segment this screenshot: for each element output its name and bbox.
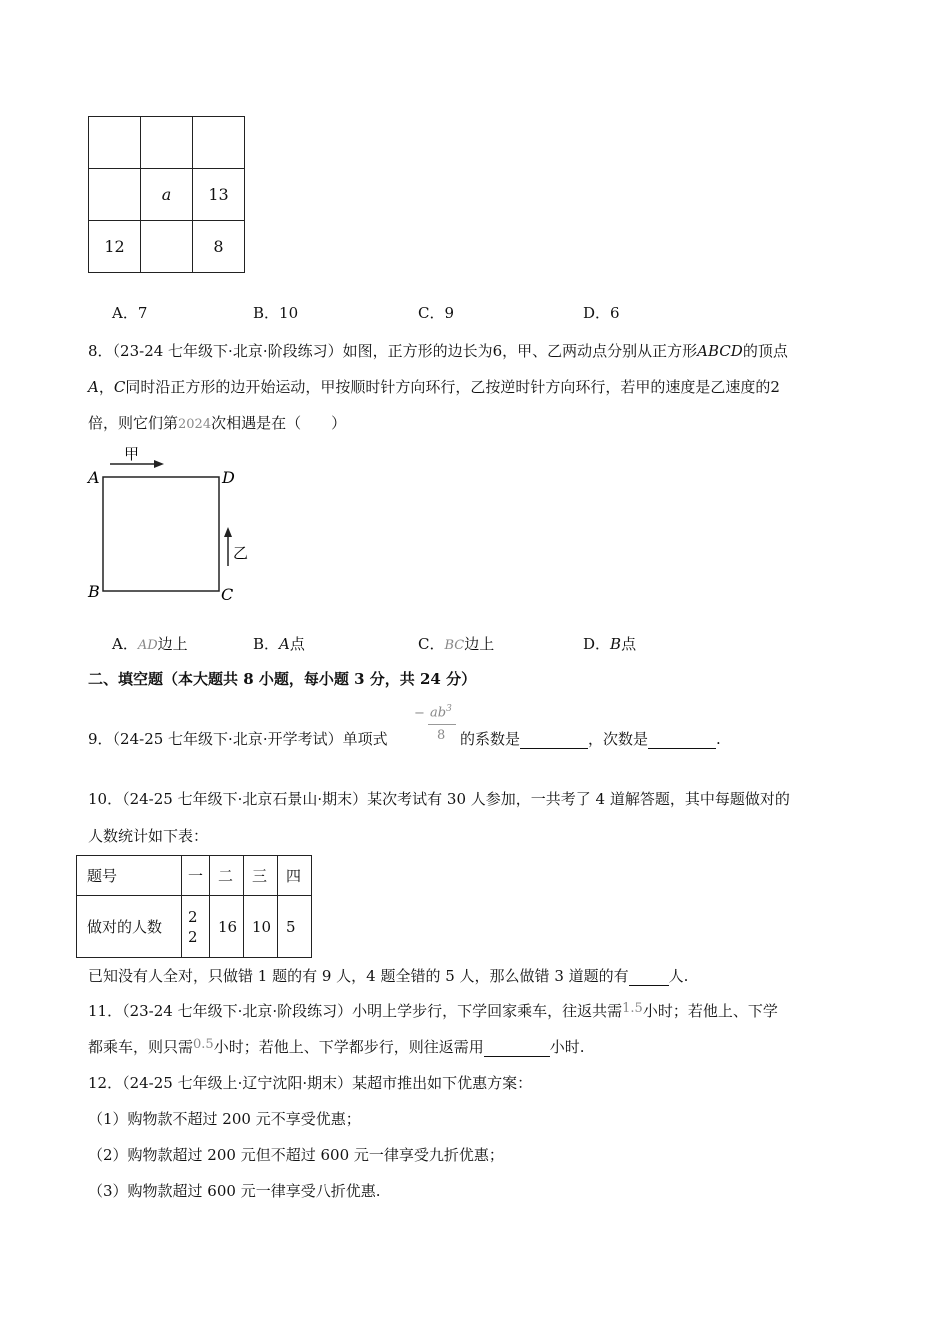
label-a: A: [88, 468, 100, 487]
q8-text: 次相遇是在（ ）: [211, 414, 347, 432]
option-letter: A．: [112, 304, 138, 322]
option-letter: D．: [583, 635, 611, 653]
q8-speed-ratio: 2: [770, 378, 780, 396]
q8-text: ，: [98, 378, 114, 396]
q10-line-2: 人数统计如下表：: [88, 827, 209, 845]
jia-arrowhead: [154, 460, 164, 468]
q10-line-3: [88, 965, 688, 986]
grid-cell: [89, 169, 141, 221]
option-text: 9: [444, 304, 455, 322]
q8-option-c[interactable]: [418, 633, 494, 654]
option-math: A: [279, 635, 290, 653]
q7-option-a[interactable]: [112, 302, 147, 323]
q11-text: （23-24 七年级下·北京·阶段练习）小明上学步行，下学回家乘车，往返共需: [122, 1002, 623, 1020]
q11-answer-blank[interactable]: [484, 1056, 550, 1057]
section-heading: 二、填空题（本大题共 8 小题，每小题 3 分，共 24 分）: [88, 670, 477, 688]
grid-cell: [89, 117, 141, 169]
question-number: 10．: [88, 790, 123, 808]
grid-row: [89, 117, 245, 169]
table-header-cell: 题号: [77, 856, 182, 896]
grid-cell: [141, 221, 193, 273]
q8-text: （23-24 七年级下·北京·阶段练习）如图，正方形的边长为: [112, 342, 493, 360]
q11-text: 小时；若他上、下学: [642, 1002, 778, 1020]
q8-text: 同时沿正方形的边开始运动，甲按顺时针方向环行，乙按逆时针方向环行，若甲的速度是乙速度的: [125, 378, 771, 396]
fraction-sign: −: [414, 706, 425, 721]
q10-text: 已知没有人全对，只做错 1 题的有 9 人，4 题全错的 5 人，那么做错 3 道题的有: [88, 967, 629, 985]
q9-answer-blank-1[interactable]: [520, 748, 588, 749]
q10-line-1: [88, 788, 790, 809]
table-header-cell: 四: [278, 856, 312, 896]
fraction-denominator: 8: [437, 728, 446, 743]
q10-answer-blank[interactable]: [629, 985, 669, 986]
table-row: [77, 896, 312, 958]
q8-side: 6: [492, 342, 503, 360]
q8-text: 倍，则它们第: [88, 414, 179, 432]
q7-option-d[interactable]: [583, 302, 620, 323]
label-jia: 甲: [124, 445, 140, 463]
q11-time-1: 1.5: [622, 1001, 643, 1016]
q12-text: （24-25 七年级上·辽宁沈阳·期末）某超市推出如下优惠方案：: [122, 1074, 533, 1092]
square-abcd: [103, 477, 219, 591]
option-letter: C．: [418, 304, 445, 322]
q7-option-b[interactable]: [253, 302, 298, 323]
label-yi: 乙: [233, 544, 249, 562]
table-row-label: 做对的人数: [77, 896, 182, 958]
numerator-exponent: 3: [446, 704, 452, 714]
q9-answer-blank-2[interactable]: [648, 748, 716, 749]
q7-option-c[interactable]: [418, 302, 454, 323]
grid-cell: 13: [193, 169, 245, 221]
grid-row: [89, 169, 245, 221]
q10-text: （24-25 七年级下·北京石景山·期末）某次考试有 30 人参加，一共考了 4 道解答题，其中每题做对的: [122, 790, 790, 808]
square-motion-figure: [80, 440, 270, 610]
option-math: BC: [444, 638, 465, 653]
numerator-base: ab: [430, 705, 447, 721]
q11-text: 都乘车，则只需: [88, 1038, 194, 1056]
q8-line-2: [88, 376, 780, 397]
grid-cell: [193, 117, 245, 169]
q9-text: （24-25 七年级下·北京·开学考试）单项式: [112, 730, 388, 748]
q11-text: 小时；若他上、下学都步行，则往返需用: [213, 1038, 484, 1056]
table-header-cell: 三: [244, 856, 278, 896]
grid-cell: a: [141, 169, 193, 221]
q12-item: （2）购物款超过 200 元但不超过 600 元一律享受九折优惠；: [88, 1146, 504, 1164]
question-number: 9．: [88, 730, 113, 748]
label-b: B: [88, 582, 100, 601]
option-math: B: [610, 635, 622, 653]
option-text: 6: [610, 304, 620, 322]
grid-cell: 12: [89, 221, 141, 273]
q12-item: （1）购物款不超过 200 元不享受优惠；: [88, 1110, 361, 1128]
q8-line-3: [88, 412, 346, 433]
fraction-bar: [428, 724, 456, 725]
q9-text: 的系数是: [460, 730, 521, 748]
option-text: 点: [289, 635, 305, 653]
option-letter: B．: [253, 635, 280, 653]
q9-line-tail: [460, 728, 721, 749]
option-text: 点: [621, 635, 637, 653]
q8-text: ，甲、乙两动点分别从正方形: [502, 342, 698, 360]
option-text: 边上: [464, 635, 495, 653]
option-text: 边上: [157, 635, 188, 653]
q9-line: [88, 728, 388, 749]
option-letter: B．: [253, 304, 280, 322]
option-math: AD: [137, 638, 158, 653]
question-number: 12．: [88, 1074, 123, 1092]
q9-text: .: [716, 730, 721, 748]
option-letter: C．: [418, 635, 445, 653]
q8-point-c: C: [113, 378, 126, 396]
option-letter: D．: [583, 304, 611, 322]
fraction-numerator: [430, 704, 452, 720]
table-cell: 2 2: [182, 896, 210, 958]
yi-arrowhead: [224, 527, 232, 537]
magic-square-grid: [88, 116, 245, 273]
option-letter: A．: [112, 635, 138, 653]
q11-line-2: [88, 1036, 585, 1057]
q8-option-a[interactable]: [112, 633, 188, 654]
q11-text: 小时.: [549, 1038, 585, 1056]
q8-line-1: [88, 340, 788, 361]
q8-option-b[interactable]: [253, 633, 305, 654]
q10-text: 人.: [668, 967, 689, 985]
q9-fraction: [414, 700, 462, 752]
q8-option-d[interactable]: [583, 633, 636, 654]
q8-square-name: ABCD: [697, 342, 743, 360]
question-number: 8．: [88, 342, 113, 360]
q8-point-a: A: [88, 378, 99, 396]
table-header-row: [77, 856, 312, 896]
question-number: 11．: [88, 1002, 123, 1020]
q11-line-1: [88, 1000, 778, 1021]
table-cell: 10: [244, 896, 278, 958]
grid-cell: [141, 117, 193, 169]
table-header-cell: 一: [182, 856, 210, 896]
table-cell: 16: [210, 896, 244, 958]
q11-time-2: 0.5: [193, 1037, 214, 1052]
q12-item: （3）购物款超过 600 元一律享受八折优惠.: [88, 1182, 381, 1200]
option-text: 7: [137, 304, 148, 322]
label-d: D: [222, 468, 235, 487]
q12-line-1: [88, 1072, 532, 1093]
grid-row: [89, 221, 245, 273]
q8-text: 的顶点: [742, 342, 788, 360]
table-cell: 5: [278, 896, 312, 958]
q9-text: ，次数是: [588, 730, 649, 748]
q8-count: 2024: [178, 417, 212, 432]
grid-cell: 8: [193, 221, 245, 273]
correct-count-table: [76, 855, 312, 958]
label-c: C: [221, 585, 234, 604]
table-header-cell: 二: [210, 856, 244, 896]
option-text: 10: [279, 304, 299, 322]
